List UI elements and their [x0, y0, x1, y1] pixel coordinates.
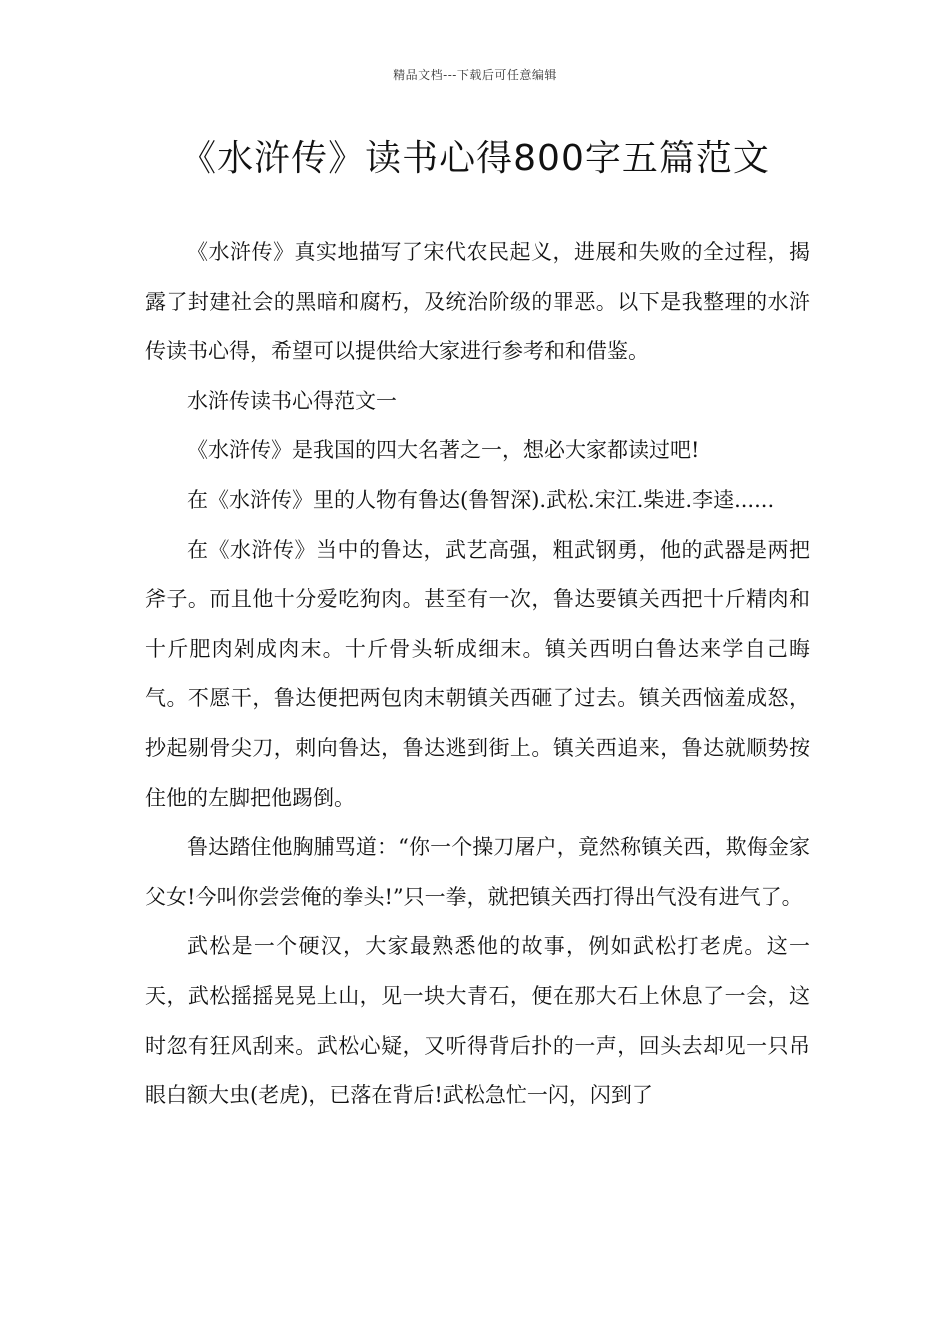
paragraph: 鲁达踏住他胸脯骂道：“你一个操刀屠户，竟然称镇关西，欺侮金家父女!今叫你尝尝俺的拳头!”只一拳，就把镇关西打得出气没有进气了。 — [145, 835, 810, 909]
paragraph: 在《水浒传》当中的鲁达，武艺高强，粗武钢勇，他的武器是两把斧子。而且他十分爱吃狗肉。甚至有一次，鲁达要镇关西把十斤精肉和十斤肥肉剁成肉末。十斤骨头斩成细末。镇关西明白鲁达来学自己晦气。不愿干，鲁达便把两包肉末朝镇关西砸了过去。镇关西恼羞成怒，抄起剔骨尖刀，刺向鲁达，鲁达逃到街上。镇关西追来，鲁达就顺势按住他的左脚把他踢倒。 — [145, 537, 810, 810]
paragraph: 《水浒传》是我国的四大名著之一，想必大家都读过吧! — [187, 438, 700, 463]
paragraph-intro: 《水浒传》真实地描写了宋代农民起义，进展和失败的全过程，揭露了封建社会的黑暗和腐朽，及统治阶级的罪恶。以下是我整理的水浒传读书心得，希望可以提供给大家进行参考和和借鉴。 — [145, 240, 810, 364]
section-heading: 水浒传读书心得范文一 — [187, 388, 397, 413]
document-body — [145, 228, 810, 1121]
paragraph: 武松是一个硬汉，大家最熟悉他的故事，例如武松打老虎。这一天，武松摇摇晃晃上山，见一块大青石，便在那大石上休息了一会，这时忽有狂风刮来。武松心疑，又听得背后扑的一声，回头去却见一只吊眼白额大虫(老虎)，已落在背后!武松急忙一闪，闪到了 — [145, 934, 810, 1108]
document-title: 《水浒传》读书心得800字五篇范文 — [180, 138, 770, 179]
header-note: 精品文档---下载后可任意编辑 — [393, 68, 557, 82]
paragraph: 在《水浒传》里的人物有鲁达(鲁智深).武松.宋江.柴进.李逵...... — [187, 487, 775, 512]
